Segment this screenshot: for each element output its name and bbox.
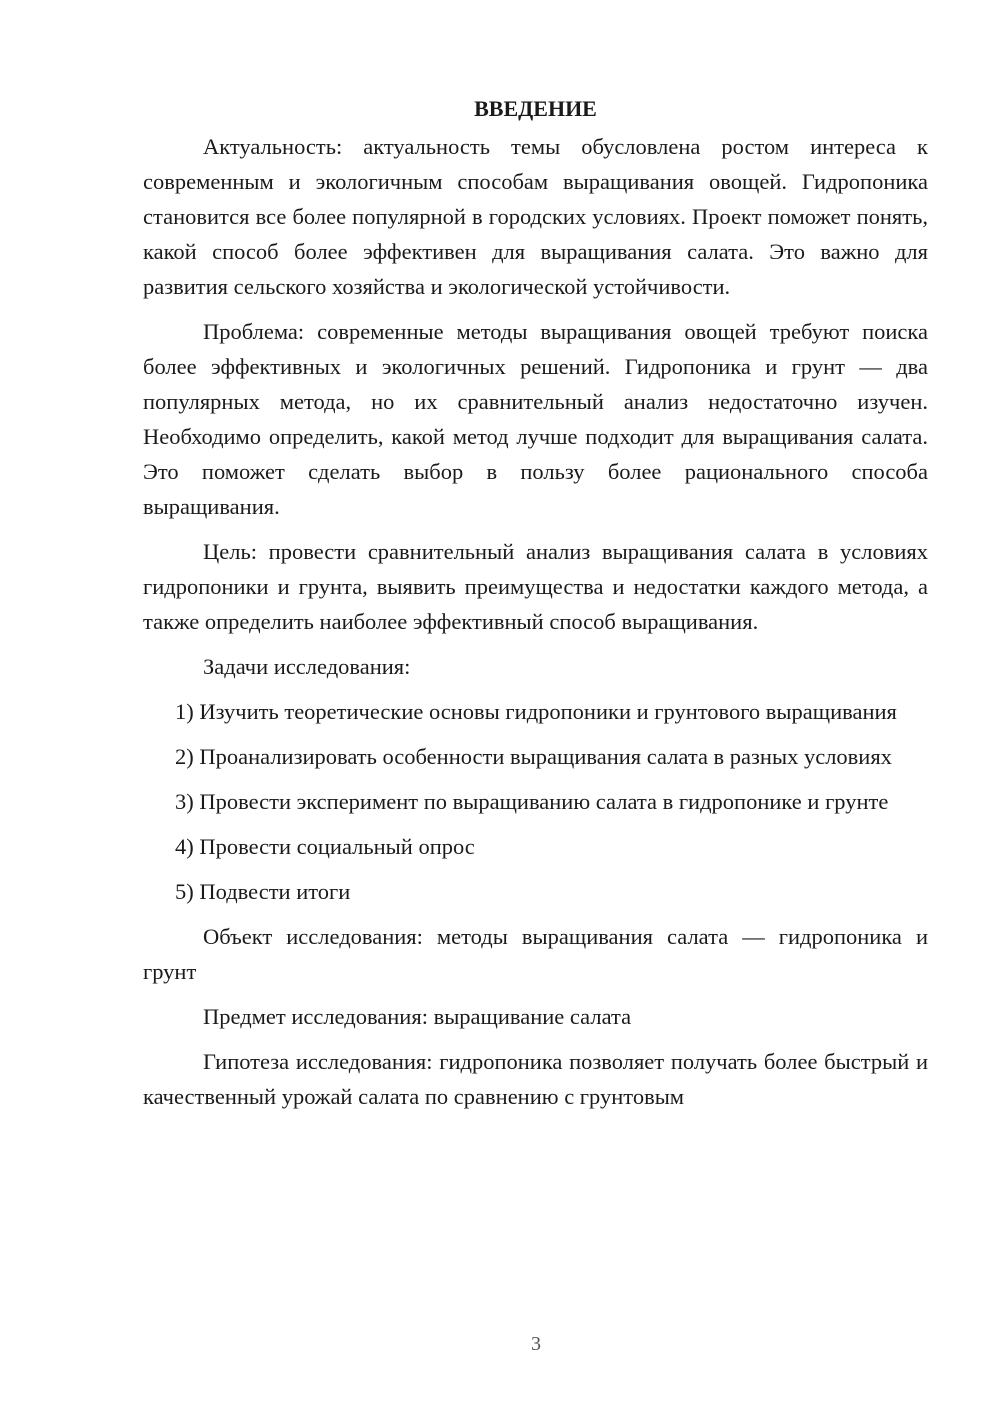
goal-paragraph: Цель: провести сравнительный анализ выращивания салата в условиях гидропоники и грунта, выявить преимущества и недостатки каждого метода, а также определить наиболее эффективный способ выращивания. <box>143 539 928 634</box>
subject-paragraph: Предмет исследования: выращивание салата <box>203 1004 632 1029</box>
problem-paragraph: Проблема: современные методы выращивания овощей требуют поиска более эффективных и экологичных решений. Гидропоника и грунт — два популярных метода, но их сравнительный анализ недостаточно изучен. Необходимо определить, какой метод лучше подходит для выращивания салата. Это поможет сделать выбор в пользу более рационального способа выращивания. <box>143 319 928 519</box>
object-paragraph: Объект исследования: методы выращивания салата — гидропоника и грунт <box>143 924 928 984</box>
page-number: 3 <box>531 1333 541 1355</box>
task-item-3: 3) Провести эксперимент по выращиванию салата в гидропонике и грунте <box>175 789 889 814</box>
tasks-list <box>143 694 928 909</box>
relevance-paragraph: Актуальность: актуальность темы обусловлена ростом интереса к современным и экологичным способам выращивания овощей. Гидропоника становится все более популярной в городских условиях. Проект поможет понять, какой способ более эффективен для выращивания салата. Это важно для развития сельского хозяйства и экологической устойчивости. <box>143 134 928 299</box>
task-item-5: 5) Подвести итоги <box>175 879 351 904</box>
task-item-2: 2) Проанализировать особенности выращивания салата в разных условиях <box>175 744 892 769</box>
task-item-1: 1) Изучить теоретические основы гидропоники и грунтового выращивания <box>175 699 897 724</box>
task-item-4: 4) Провести социальный опрос <box>175 834 475 859</box>
hypothesis-paragraph: Гипотеза исследования: гидропоника позволяет получать более быстрый и качественный урожай салата по сравнению с грунтовым <box>143 1049 928 1109</box>
page-heading: ВВЕДЕНИЕ <box>474 96 597 121</box>
tasks-intro: Задачи исследования: <box>203 654 411 679</box>
page-content <box>143 94 928 1114</box>
